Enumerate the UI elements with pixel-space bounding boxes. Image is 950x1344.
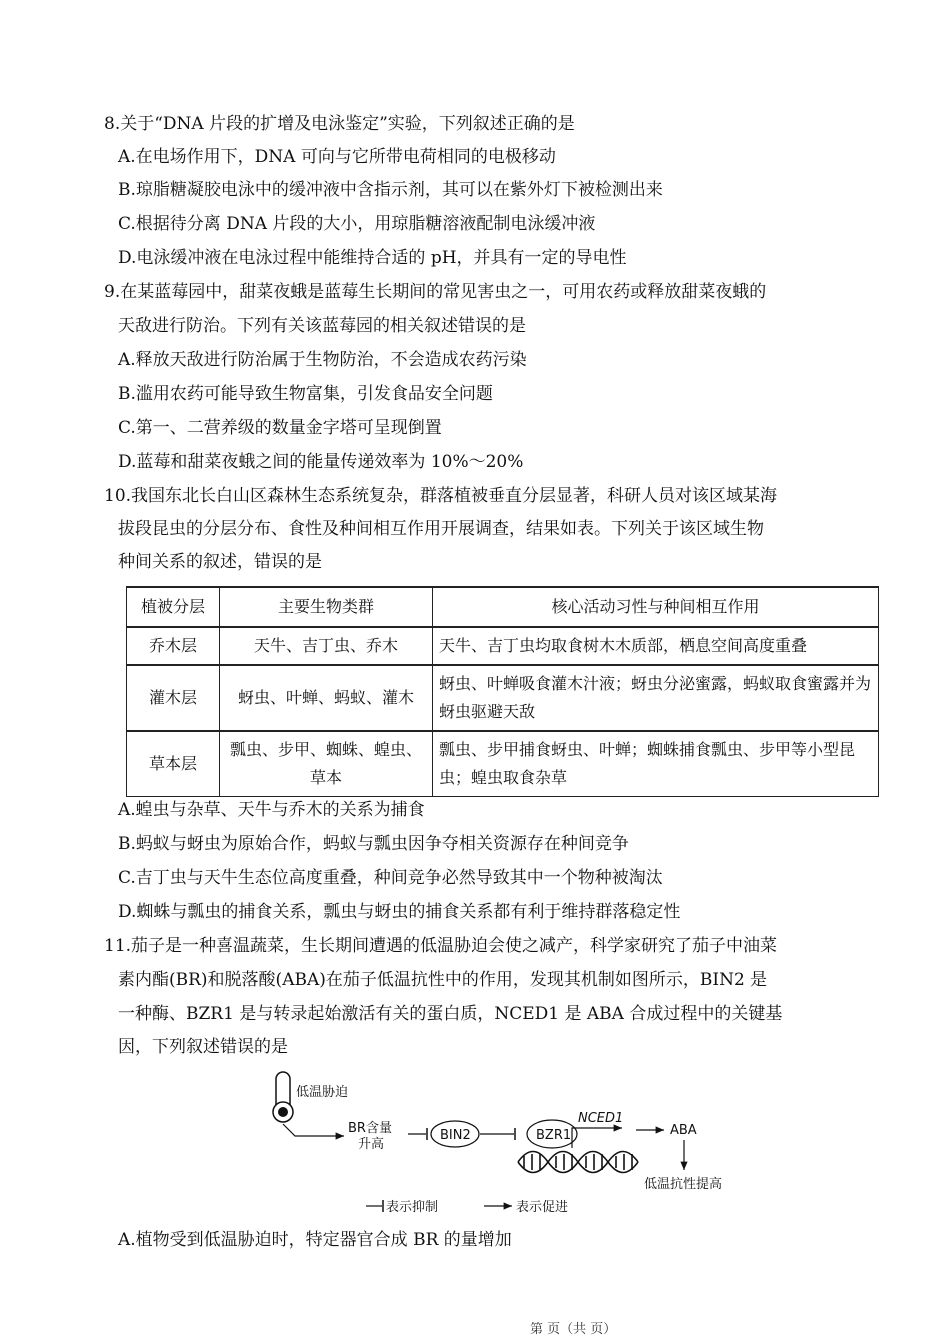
q9-option-a: A.释放天敌进行防治属于生物防治，不会造成农药污染	[118, 350, 527, 370]
br-label: BR含量	[348, 1121, 392, 1136]
table-header: 植被分层	[127, 587, 220, 627]
q11-stem: 11.茄子是一种喜温蔬菜，生长期间遭遇的低温胁迫会使之减产，科学家研究了茄子中油菜	[104, 936, 778, 956]
table-row	[127, 627, 879, 665]
q9-stem-continued: 天敌进行防治。下列有关该蓝莓园的相关叙述错误的是	[118, 316, 526, 336]
promote-arrow	[283, 1124, 344, 1136]
table-header: 核心活动习性与种间相互作用	[433, 587, 879, 627]
q8-stem: 8.关于“DNA 片段的扩增及电泳鉴定”实验，下列叙述正确的是	[104, 114, 575, 134]
table-row	[127, 731, 879, 797]
table-row	[127, 665, 879, 731]
table-cell-groups: 瓢虫、步甲、蜘蛛、蝗虫、草本	[220, 731, 433, 797]
q8-option-c: C.根据待分离 DNA 片段的大小，用琼脂糖溶液配制电泳缓冲液	[118, 214, 596, 234]
q8-option-b: B.琼脂糖凝胶电泳中的缓冲液中含指示剂，其可以在紫外灯下被检测出来	[118, 180, 663, 200]
transcription-arrow	[572, 1128, 622, 1148]
table-cell-habits: 蚜虫、叶蝉吸食灌木汁液；蚜虫分泌蜜露，蚂蚁取食蜜露并为蚜虫驱避天敌	[433, 665, 879, 731]
table-cell-layer: 灌木层	[127, 665, 220, 731]
q10-stem-continued-1: 拔段昆虫的分层分布、食性及种间相互作用开展调查，结果如表。下列关于该区域生物	[118, 519, 764, 539]
q11-stem-continued-2: 一种酶、BZR1 是与转录起始激活有关的蛋白质，NCED1 是 ABA 合成过程中的关键基	[118, 1004, 783, 1024]
q10-stem-continued-2: 种间关系的叙述，错误的是	[118, 552, 322, 572]
table-cell-habits: 瓢虫、步甲捕食蚜虫、叶蝉；蜘蛛捕食瓢虫、步甲等小型昆虫；蝗虫取食杂草	[433, 731, 879, 797]
table-cell-groups: 天牛、吉丁虫、乔木	[220, 627, 433, 665]
q8-option-d: D.电泳缓冲液在电泳过程中能维持合适的 pH，并具有一定的导电性	[118, 248, 627, 268]
bin2-label: BIN2	[440, 1128, 471, 1143]
br-label-rise: 升高	[358, 1137, 385, 1152]
q10-option-d: D.蜘蛛与瓢虫的捕食关系，瓢虫与蚜虫的捕食关系都有利于维持群落稳定性	[118, 902, 681, 922]
q10-option-a: A.蝗虫与杂草、天牛与乔木的关系为捕食	[118, 800, 425, 820]
table-cell-layer: 草本层	[127, 731, 220, 797]
q10-option-b: B.蚂蚁与蚜虫为原始合作，蚂蚁与瓢虫因争夺相关资源存在种间竞争	[118, 834, 629, 854]
q11-stem-continued-1: 素内酯(BR)和脱落酸(ABA)在茄子低温抗性中的作用，发现其机制如图所示，BIN2 是	[118, 970, 768, 990]
table-cell-groups: 蚜虫、叶蝉、蚂蚁、灌木	[220, 665, 433, 731]
habitat-table	[126, 586, 879, 797]
q10-stem: 10.我国东北长白山区森林生态系统复杂，群落植被垂直分层显著，科研人员对该区域某海	[104, 486, 778, 506]
q9-option-b: B.滥用农药可能导致生物富集，引发食品安全问题	[118, 384, 493, 404]
q9-stem: 9.在某蓝莓园中，甜菜夜蛾是蓝莓生长期间的常见害虫之一，可用农药或释放甜菜夜蛾的	[104, 282, 767, 302]
dna-helix-icon	[518, 1152, 638, 1173]
legend-promote-label: 表示促进	[516, 1200, 569, 1215]
bzr1-label: BZR1	[536, 1128, 572, 1143]
cold-stress-label: 低温胁迫	[296, 1085, 349, 1100]
q11-stem-continued-3: 因，下列叙述错误的是	[118, 1037, 288, 1057]
cold-resistance-label: 低温抗性提高	[644, 1177, 723, 1192]
q11-option-a: A.植物受到低温胁迫时，特定器官合成 BR 的量增加	[118, 1230, 512, 1250]
thermometer-icon	[273, 1072, 293, 1122]
table-cell-layer: 乔木层	[127, 627, 220, 665]
q10-option-c: C.吉丁虫与天牛生态位高度重叠，种间竞争必然导致其中一个物种被淘汰	[118, 868, 663, 888]
table-header: 主要生物类群	[220, 587, 433, 627]
q9-option-c: C.第一、二营养级的数量金字塔可呈现倒置	[118, 418, 442, 438]
legend-inhibit-label: 表示抑制	[386, 1200, 439, 1215]
mechanism-diagram	[262, 1070, 742, 1220]
page-footer: 第 页（共 页）	[530, 1322, 617, 1337]
q9-option-d: D.蓝莓和甜菜夜蛾之间的能量传递效率为 10%～20%	[118, 452, 524, 472]
nced1-gene-label: NCED1	[578, 1111, 624, 1126]
table-cell-habits: 天牛、吉丁虫均取食树木木质部，栖息空间高度重叠	[433, 627, 879, 665]
table-header-row	[127, 587, 879, 627]
q8-option-a: A.在电场作用下，DNA 可向与它所带电荷相同的电极移动	[118, 147, 556, 167]
aba-label: ABA	[670, 1123, 697, 1138]
